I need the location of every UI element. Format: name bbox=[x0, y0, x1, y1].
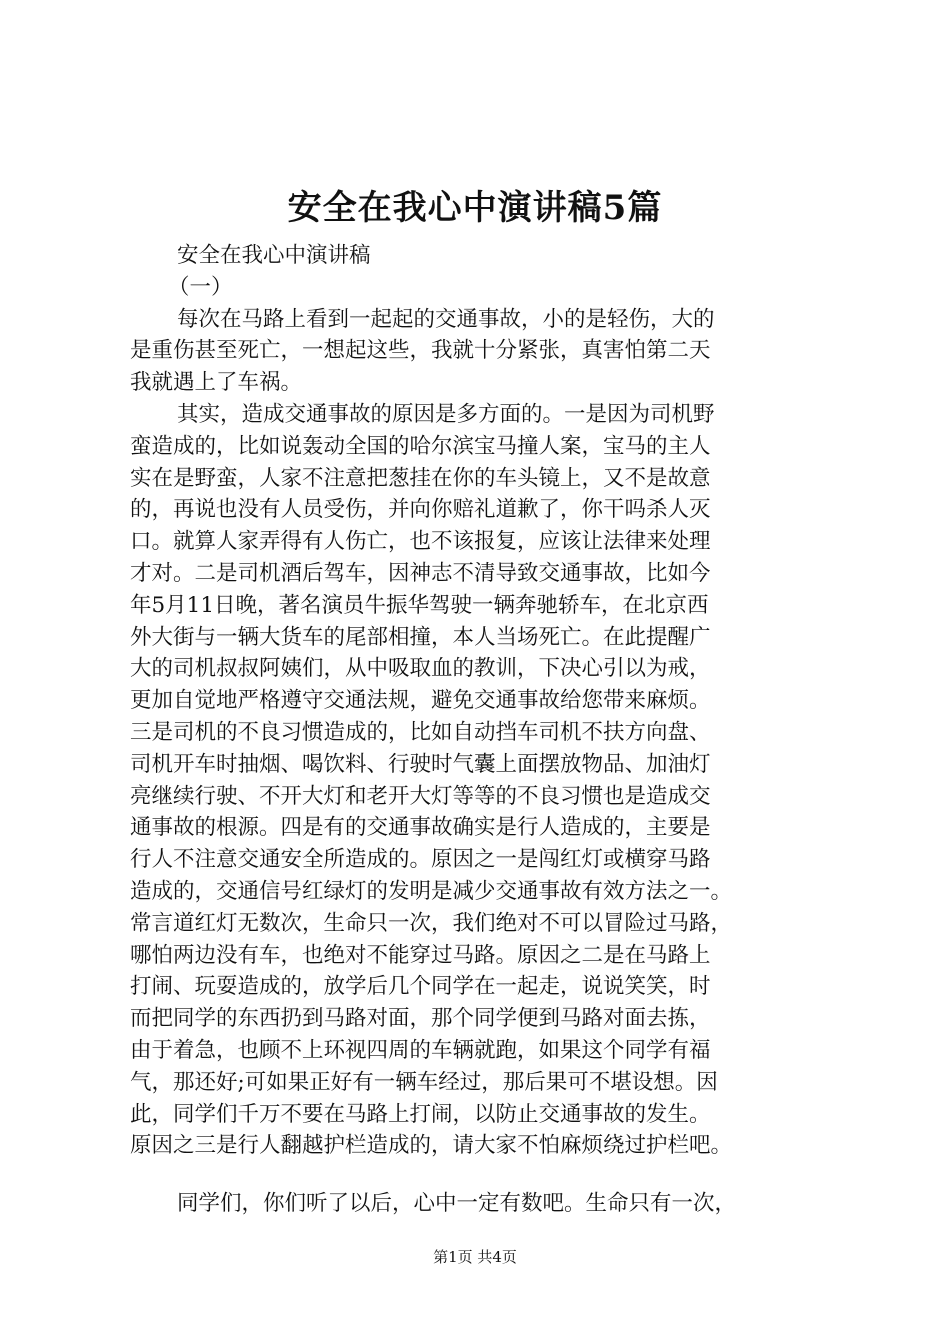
text-line: 更加自觉地严格遵守交通法规，避免交通事故给您带来麻烦。 bbox=[130, 688, 711, 714]
text-line: 大的司机叔叔阿姨们，从中吸取血的教训，下决心引以为戒， bbox=[130, 656, 711, 682]
text-line: 同学们，你们听了以后，心中一定有数吧。生命只有一次， bbox=[177, 1191, 737, 1217]
text-line: 我就遇上了车祸。 bbox=[130, 370, 303, 396]
text-line: 行人不注意交通安全所造成的。原因之一是闯红灯或横穿马路 bbox=[130, 847, 711, 873]
text-line: 而把同学的东西扔到马路对面，那个同学便到马路对面去拣， bbox=[130, 1006, 711, 1032]
subtitle: 安全在我心中演讲稿 bbox=[177, 243, 371, 268]
page-footer: 第1页 共4页 bbox=[433, 1248, 517, 1266]
text-line: 年5月11日晚，著名演员牛振华驾驶一辆奔驰轿车，在北京西 bbox=[130, 592, 709, 618]
text-line: 造成的，交通信号红绿灯的发明是减少交通事故有效方法之一。 bbox=[130, 878, 733, 904]
text-line: 蛮造成的，比如说轰动全国的哈尔滨宝马撞人案，宝马的主人 bbox=[130, 433, 711, 459]
document-body bbox=[130, 240, 830, 1220]
text-line: 由于着急，也顾不上环视四周的车辆就跑，如果这个同学有福 bbox=[130, 1037, 711, 1063]
text-line: 气，那还好;可如果正好有一辆车经过，那后果可不堪设想。因 bbox=[130, 1069, 718, 1095]
text-line: 此，同学们千万不要在马路上打闹，以防止交通事故的发生。 bbox=[130, 1101, 711, 1127]
section-number: （一） bbox=[168, 274, 233, 300]
document-title: 安全在我心中演讲稿5篇 bbox=[287, 188, 663, 228]
text-line: 打闹、玩耍造成的，放学后几个同学在一起走，说说笑笑，时 bbox=[130, 974, 711, 1000]
text-line: 口。就算人家弄得有人伤亡，也不该报复，应该让法律来处理 bbox=[130, 529, 711, 555]
text-line: 司机开车时抽烟、喝饮料、行驶时气囊上面摆放物品、加油灯 bbox=[130, 751, 711, 777]
text-line: 才对。二是司机酒后驾车，因神志不清导致交通事故，比如今 bbox=[130, 560, 711, 586]
text-line: 常言道红灯无数次，生命只一次，我们绝对不可以冒险过马路， bbox=[130, 910, 733, 936]
text-line: 是重伤甚至死亡，一想起这些，我就十分紧张，真害怕第二天 bbox=[130, 338, 711, 364]
text-line: 三是司机的不良习惯造成的，比如自动挡车司机不扶方向盘、 bbox=[130, 719, 711, 745]
text-line: 原因之三是行人翻越护栏造成的，请大家不怕麻烦绕过护栏吧。 bbox=[130, 1133, 733, 1159]
text-line: 通事故的根源。四是有的交通事故确实是行人造成的，主要是 bbox=[130, 815, 711, 841]
text-line: 外大街与一辆大货车的尾部相撞，本人当场死亡。在此提醒广 bbox=[130, 624, 711, 650]
paragraph-gap bbox=[130, 1162, 830, 1188]
text-line: 亮继续行驶、不开大灯和老开大灯等等的不良习惯也是造成交 bbox=[130, 783, 711, 809]
text-line: 每次在马路上看到一起起的交通事故，小的是轻伤，大的 bbox=[177, 306, 715, 332]
text-line: 的，再说也没有人员受伤，并向你赔礼道歉了，你干吗杀人灭 bbox=[130, 497, 711, 523]
text-line: 其实，造成交通事故的原因是多方面的。一是因为司机野 bbox=[177, 401, 715, 427]
text-line: 哪怕两边没有车，也绝对不能穿过马路。原因之二是在马路上 bbox=[130, 942, 711, 968]
text-line: 实在是野蛮，人家不注意把葱挂在你的车头镜上，又不是故意 bbox=[130, 465, 711, 491]
